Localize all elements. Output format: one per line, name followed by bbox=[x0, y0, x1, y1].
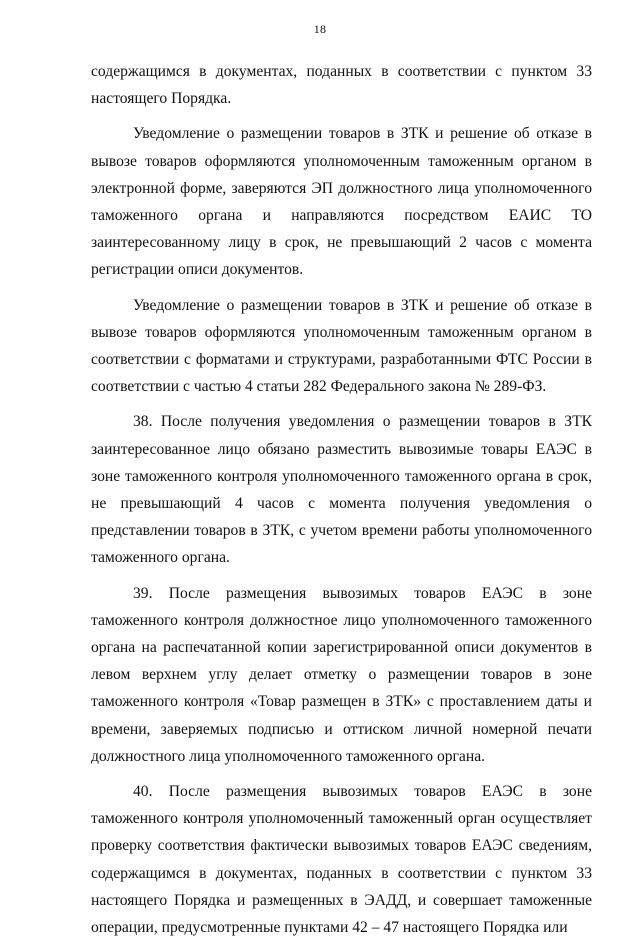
paragraph-notification-formats: Уведомление о размещении товаров в ЗТК и решение об отказе в вывозе товаров оформляются уполномоченным таможенным органом в соответствии с форматами и структурами, разработанными ФТС России в соответствии с частью 4 статьи 282 Федерального закона № 289-ФЗ. bbox=[91, 296, 592, 396]
paragraph-notification-electronic: Уведомление о размещении товаров в ЗТК и решение об отказе в вывозе товаров оформляются уполномоченным таможенным органом в электронной форме, заверяются ЭП должностного лица уполномоченного таможенного органа и направляются посредством ЕАИС ТО заинтересованному лицу в срок, не превышающий 2 часов с момента регистрации описи документов. bbox=[91, 125, 592, 279]
paragraph-item-40: 40. После размещения вывозимых товаров ЕАЭС в зоне таможенного контроля уполномоченный таможенный орган осуществляет проверку соответствия фактически вывозимых товаров ЕАЭС сведениям, содержащимся в документах, поданных в соответствии с пунктом 33 настоящего Порядка и размещенных в ЭАДД, и совершает таможенные операции, предусмотренные пунктами 42 – 47 настоящего Порядка или bbox=[91, 783, 592, 937]
paragraph-continuation: содержащимся в документах, поданных в соответствии с пунктом 33 настоящего Порядка. bbox=[91, 63, 592, 108]
paragraph-item-38: 38. После получения уведомления о размещении товаров в ЗТК заинтересованное лицо обязано разместить вывозимые товары ЕАЭС в зоне таможенного контроля уполномоченного таможенного органа в срок, не превышающий 4 часов с момента получения уведомления о представлении товаров в ЗТК, с учетом времени работы уполномоченного таможенного органа. bbox=[91, 413, 592, 567]
paragraph-item-39: 39. После размещения вывозимых товаров ЕАЭС в зоне таможенного контроля должностное лицо уполномоченного таможенного органа на распечатанной копии зарегистрированной описи документов в левом верхнем углу делает отметку о размещении товаров в зоне таможенного контроля «Товар размещен в ЗТК» с проставлением даты и времени, заверяемых подписью и оттиском личной номерной печати должностного лица уполномоченного таможенного органа. bbox=[91, 584, 592, 765]
document-body bbox=[91, 58, 592, 941]
page-number: 18 bbox=[313, 22, 327, 36]
